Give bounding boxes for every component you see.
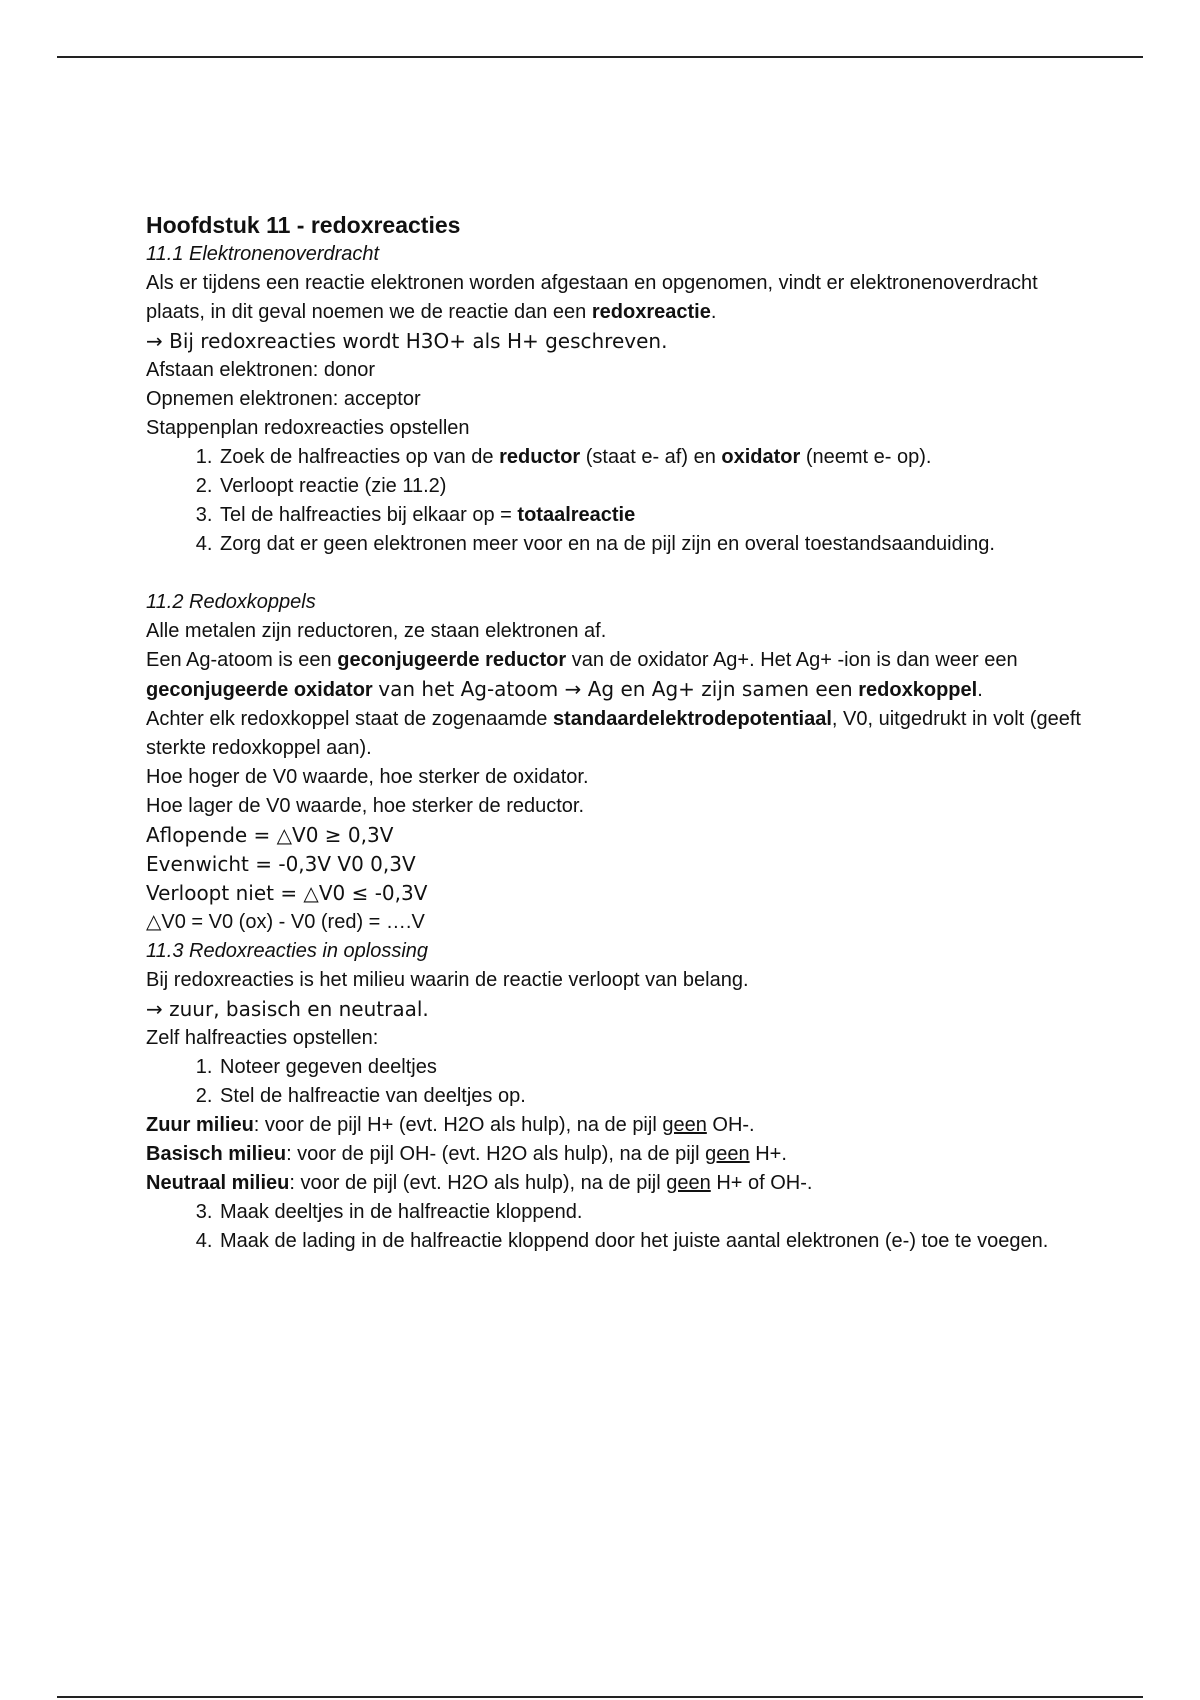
line-zelf: Zelf halfreacties opstellen:: [146, 1027, 379, 1049]
line-higher: Hoe hoger de V0 waarde, hoe sterker de oxidator.: [146, 766, 589, 788]
line-donor: Afstaan elektronen: donor: [146, 359, 376, 381]
section-heading-11-3: 11.3 Redoxreacties in oplossing: [146, 940, 429, 962]
line-zuur-milieu: Zuur milieu: voor de pijl H+ (evt. H2O als hulp), na de pijl geen OH-.: [146, 1114, 755, 1136]
paragraph-intro: Als er tijdens een reactie elektronen worden afgestaan en opgenomen, vindt er elektronenoverdracht plaats, in dit geval noemen we de reactie dan een redoxreactie.: [146, 272, 1038, 323]
halfreacties-list-b: [146, 1198, 1086, 1256]
halfreacties-list-a: [146, 1053, 1086, 1111]
list-item: 2. Stel de halfreactie van deeltjes op.: [218, 1082, 1086, 1111]
list-item: 4. Zorg dat er geen elektronen meer voor en na de pijl zijn en overal toestandsaanduiding.: [218, 530, 1086, 559]
list-item: 4. Maak de lading in de halfreactie kloppend door het juiste aantal elektronen (e-) toe te voegen.: [218, 1227, 1086, 1256]
line-delta-formula: △V0 = V0 (ox) - V0 (red) = ….V: [146, 911, 425, 933]
note-h3o: → Bij redoxreacties wordt H3O+ als H+ geschreven.: [146, 329, 668, 353]
list-item: 1. Noteer gegeven deeltjes: [218, 1053, 1086, 1082]
paragraph-ag: Een Ag-atoom is een geconjugeerde reductor van de oxidator Ag+. Het Ag+ -ion is dan weer een geconjugeerde oxidator van het Ag-atoom → Ag en Ag+ zijn samen een redoxkoppel.: [146, 649, 1018, 701]
line-lower: Hoe lager de V0 waarde, hoe sterker de reductor.: [146, 795, 585, 817]
list-item: 3. Tel de halfreacties bij elkaar op = totaalreactie: [218, 501, 1086, 530]
line-aflopende: Aflopende = △V0 ≥ 0,3V: [146, 823, 394, 847]
line-acceptor: Opnemen elektronen: acceptor: [146, 388, 421, 410]
section-heading-11-1: 11.1 Elektronenoverdracht: [146, 243, 380, 265]
paragraph-standaard: Achter elk redoxkoppel staat de zogenaamde standaardelektrodepotentiaal, V0, uitgedrukt in volt (geeft sterkte redoxkoppel aan).: [146, 708, 1081, 759]
list-item: 1. Zoek de halfreacties op van de reductor (staat e- af) en oxidator (neemt e- op).: [218, 443, 1086, 472]
list-item: 2. Verloopt reactie (zie 11.2): [218, 472, 1086, 501]
line-stappenplan: Stappenplan redoxreacties opstellen: [146, 417, 470, 439]
document-body: [146, 210, 1086, 1256]
line-evenwicht: Evenwicht = -0,3V V0 0,3V: [146, 852, 416, 876]
top-rule: [57, 56, 1143, 58]
line-milieu: Bij redoxreacties is het milieu waarin de reactie verloopt van belang.: [146, 969, 749, 991]
chapter-title: Hoofdstuk 11 - redoxreacties: [146, 212, 461, 238]
section-heading-11-2: 11.2 Redoxkoppels: [146, 591, 316, 613]
stappenplan-list: [146, 443, 1086, 559]
line-metals: Alle metalen zijn reductoren, ze staan elektronen af.: [146, 620, 607, 642]
bottom-rule: [57, 1696, 1143, 1698]
note-milieu-types: → zuur, basisch en neutraal.: [146, 997, 429, 1021]
list-item: 3. Maak deeltjes in de halfreactie kloppend.: [218, 1198, 1086, 1227]
line-verloopt-niet: Verloopt niet = △V0 ≤ -0,3V: [146, 881, 428, 905]
line-neutraal-milieu: Neutraal milieu: voor de pijl (evt. H2O als hulp), na de pijl geen H+ of OH-.: [146, 1172, 813, 1194]
line-basisch-milieu: Basisch milieu: voor de pijl OH- (evt. H2O als hulp), na de pijl geen H+.: [146, 1143, 787, 1165]
